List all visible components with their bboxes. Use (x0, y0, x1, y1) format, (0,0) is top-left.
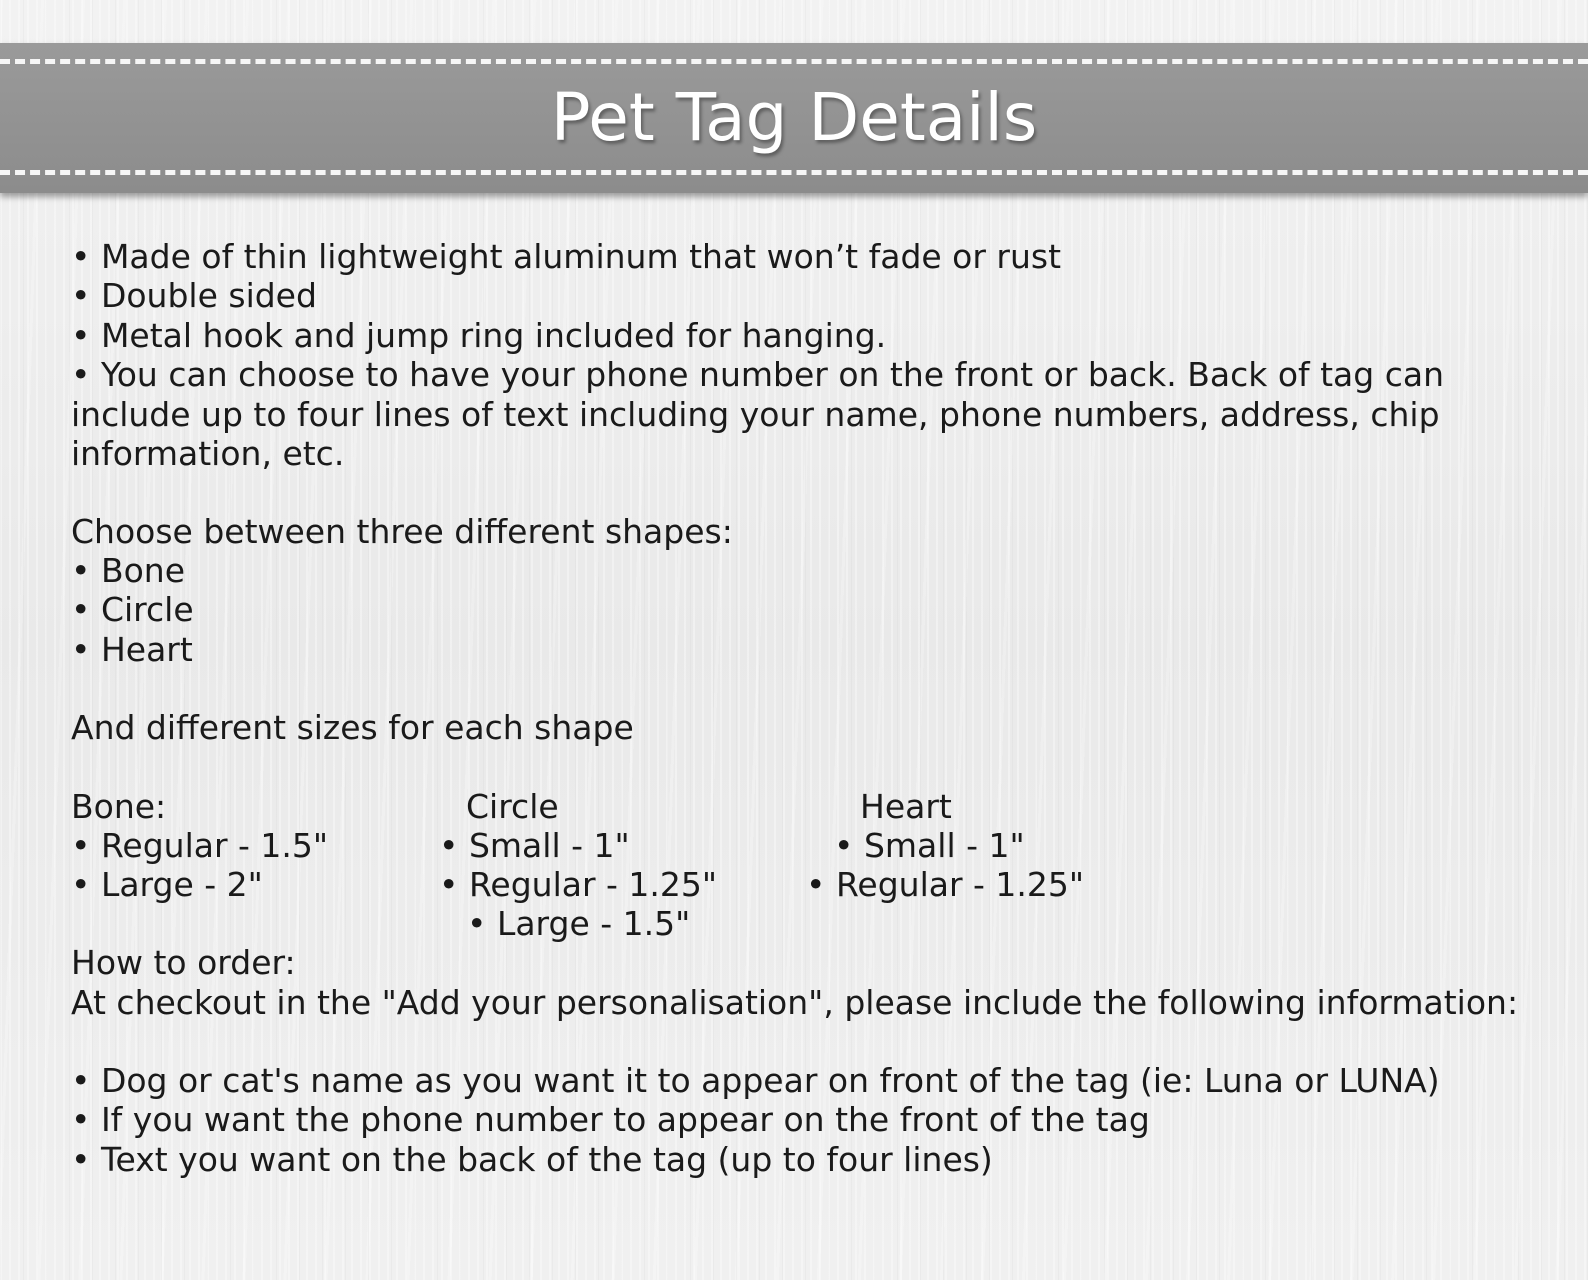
feature-item: • Metal hook and jump ring included for hanging. (71, 316, 887, 355)
heart-size-item: • Regular - 1.25" (806, 865, 1085, 904)
feature-item: • Made of thin lightweight aluminum that won’t fade or rust (71, 237, 1062, 276)
order-item: • Dog or cat's name as you want it to appear on front of the tag (ie: Luna or LUNA) (71, 1061, 1440, 1100)
bone-sizes-title: Bone: (71, 787, 167, 826)
title-banner (0, 43, 1588, 193)
order-item: • If you want the phone number to appear on the front of the tag (71, 1100, 1150, 1139)
banner-stitch-bottom (0, 170, 1588, 175)
circle-size-item: • Large - 1.5" (467, 904, 691, 943)
shape-item-heart: • Heart (71, 630, 193, 669)
bone-size-item: • Regular - 1.5" (71, 826, 329, 865)
sizes-heading: And different sizes for each shape (71, 708, 634, 747)
circle-sizes-title: Circle (466, 787, 559, 826)
order-item: • Text you want on the back of the tag (up to four lines) (71, 1140, 993, 1179)
banner-stitch-top (0, 59, 1588, 64)
shape-item-circle: • Circle (71, 590, 194, 629)
shapes-heading: Choose between three different shapes: (71, 512, 733, 551)
heart-size-item: • Small - 1" (834, 826, 1025, 865)
order-heading: How to order: (71, 943, 296, 982)
order-instruction: At checkout in the "Add your personalisation", please include the following information: (71, 983, 1519, 1022)
circle-size-item: • Regular - 1.25" (439, 865, 718, 904)
bone-size-item: • Large - 2" (71, 865, 263, 904)
page-title: Pet Tag Details (550, 79, 1038, 156)
feature-item-continued: information, etc. (71, 434, 345, 473)
feature-item: • You can choose to have your phone number on the front or back. Back of tag can (71, 355, 1444, 394)
circle-size-item: • Small - 1" (439, 826, 630, 865)
heart-sizes-title: Heart (860, 787, 952, 826)
feature-item: • Double sided (71, 276, 317, 315)
feature-item-continued: include up to four lines of text including your name, phone numbers, address, chip (71, 395, 1440, 434)
shape-item-bone: • Bone (71, 551, 186, 590)
